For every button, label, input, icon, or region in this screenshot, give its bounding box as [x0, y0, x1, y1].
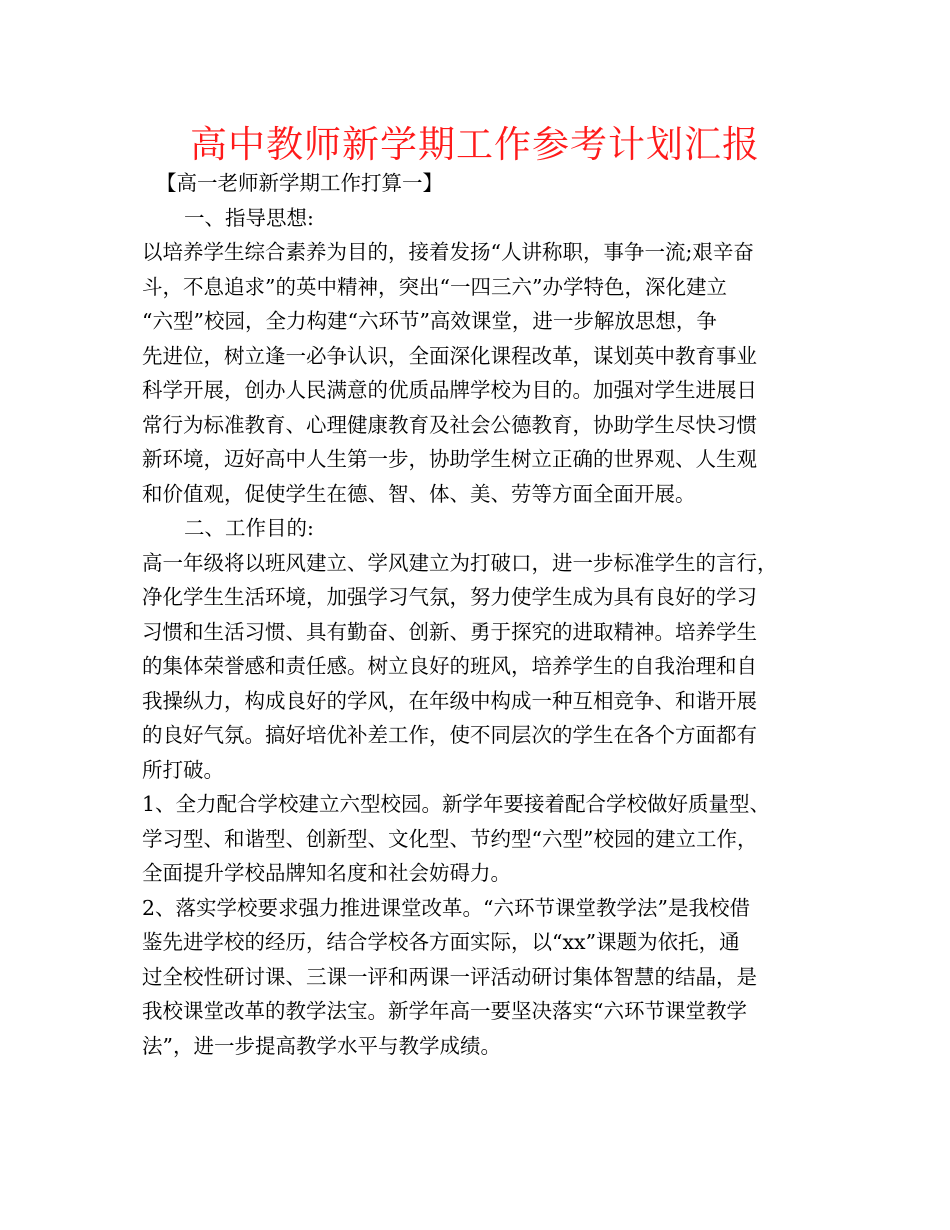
paragraph-line: “六型”校园，全力构建“六环节”高效课堂，进一步解放思想，争: [142, 309, 717, 333]
paragraph-line: 学习型、和谐型、创新型、文化型、节约型“六型”校园的建立工作，: [142, 826, 758, 851]
paragraph-line: 净化学生生活环境，加强学习气氛，努力使学生成为具有良好的学习: [142, 585, 757, 609]
paragraph-line: 1、全力配合学校建立六型校园。新学年要接着配合学校做好质量型、: [142, 792, 771, 816]
document-title: 高中教师新学期工作参考计划汇报: [190, 123, 760, 166]
paragraph-line: 过全校性研讨课、三课一评和两课一评活动研讨集体智慧的结晶，是: [142, 964, 757, 989]
paragraph-line: 科学开展，创办人民满意的优质品牌学校为目的。加强对学生进展日: [142, 378, 757, 402]
paragraph-line: 所打破。: [142, 757, 224, 782]
paragraph-line: 我校课堂改革的教学法宝。新学年高一要坚决落实“六环节课堂教学: [142, 999, 747, 1023]
paragraph-line: 的集体荣誉感和责任感。树立良好的班风，培养学生的自我治理和自: [142, 654, 757, 678]
paragraph-line: 斗，不息追求”的英中精神，突出“一四三六”办学特色，深化建立: [142, 274, 727, 299]
section-heading: 一、指导思想:: [184, 205, 314, 230]
paragraph-line: 和价值观，促使学生在德、智、体、美、劳等方面全面开展。: [142, 481, 696, 506]
document-body: [142, 166, 822, 1063]
paragraph-line: 我操纵力，构成良好的学风，在年级中构成一种互相竞争、和谐开展: [142, 688, 757, 713]
paragraph-line: 全面提升学校品牌知名度和社会妨碍力。: [142, 861, 511, 885]
paragraph-line: 习惯和生活习惯、具有勤奋、创新、勇于探究的进取精神。培养学生: [142, 619, 757, 644]
paragraph-line: 先进位，树立逢一必争认识，全面深化课程改革，谋划英中教育事业: [142, 343, 757, 368]
paragraph-line: 新环境，迈好高中人生第一步，协助学生树立正确的世界观、人生观: [142, 447, 757, 471]
paragraph-line: 法”，进一步提高教学水平与教学成绩。: [142, 1033, 501, 1058]
paragraph-line: 的良好气氛。搞好培优补差工作，使不同层次的学生在各个方面都有: [142, 723, 757, 747]
paragraph-line: 常行为标准教育、心理健康教育及社会公德教育，协助学生尽快习惯: [142, 412, 757, 437]
subtitle: 【高一老师新学期工作打算一】: [156, 171, 443, 195]
paragraph-line: 以培养学生综合素养为目的，接着发扬“人讲称职，事争一流;艰辛奋: [142, 240, 754, 264]
paragraph-line: 2、落实学校要求强力推进课堂改革。“六环节课堂教学法”是我校借: [142, 895, 751, 920]
paragraph-line: 鉴先进学校的经历，结合学校各方面实际，以“xx”课题为依托，通: [142, 930, 740, 954]
section-heading: 二、工作目的:: [184, 516, 314, 540]
paragraph-line: 高一年级将以班风建立、学风建立为打破口，进一步标准学生的言行，: [142, 550, 778, 575]
